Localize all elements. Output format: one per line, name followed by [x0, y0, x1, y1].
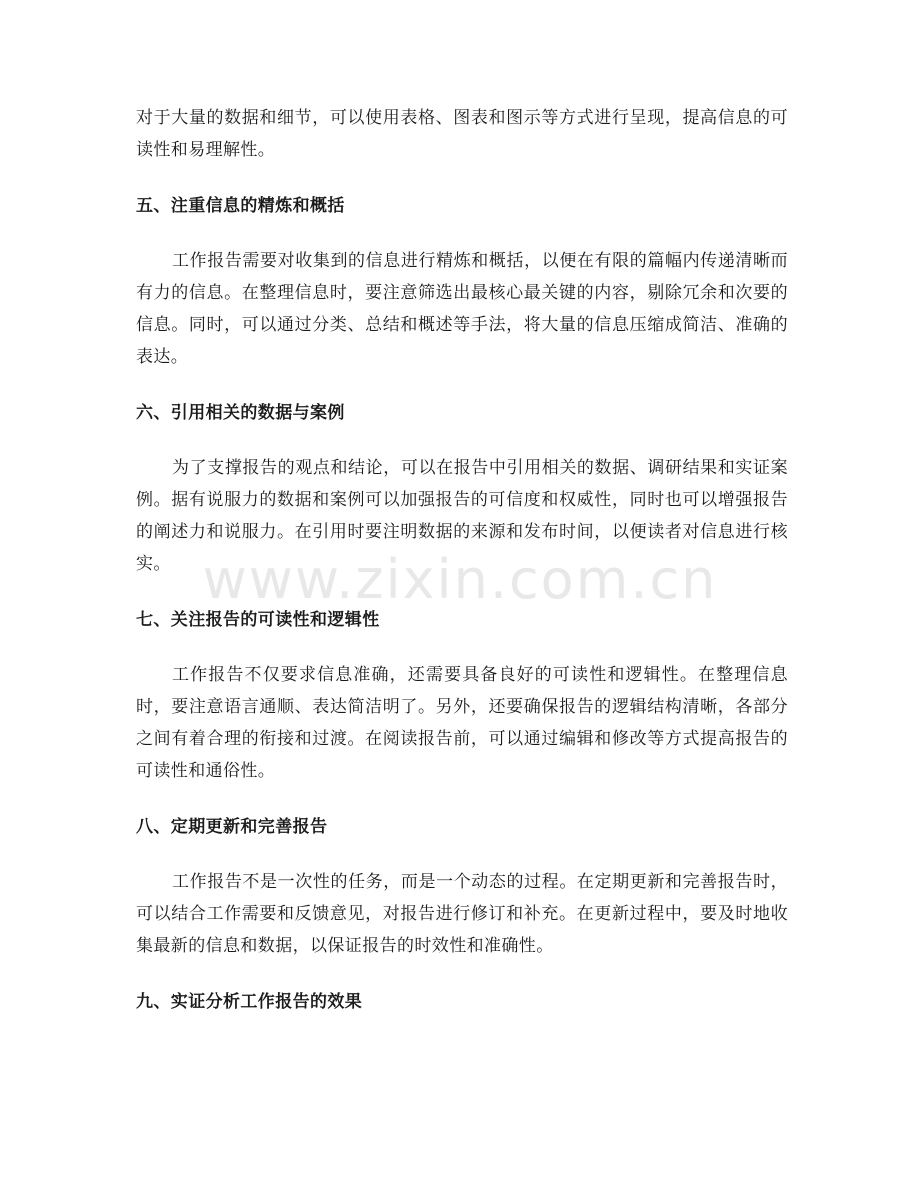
section-heading-6: 六、引用相关的数据与案例 [136, 403, 345, 423]
intro-paragraph: 对于大量的数据和细节，可以使用表格、图表和图示等方式进行呈现，提高信息的可读性和易理解性。 [136, 108, 788, 160]
section-body-5: 工作报告需要对收集到的信息进行精炼和概括，以便在有限的篇幅内传递清晰而有力的信息。在整理信息时，要注意筛选出最核心最关键的内容，剔除冗余和次要的信息。同时，可以通过分类、总结和概述等手法，将大量的信息压缩成简洁、准确的表达。 [136, 251, 788, 367]
section-heading-5: 五、注重信息的精炼和概括 [136, 196, 345, 216]
section-heading-7: 七、关注报告的可读性和逻辑性 [136, 610, 380, 630]
section-body-7: 工作报告不仅要求信息准确，还需要具备良好的可读性和逻辑性。在整理信息时，要注意语言通顺、表达简洁明了。另外，还要确保报告的逻辑结构清晰，各部分之间有着合理的衔接和过渡。在阅读报告前，可以通过编辑和修改等方式提高报告的可读性和通俗性。 [136, 665, 788, 781]
document-body [136, 102, 788, 1018]
watermark: www.zixin.com.cn [202, 548, 718, 611]
section-heading-8: 八、定期更新和完善报告 [136, 817, 328, 837]
section-body-6: 为了支撑报告的观点和结论，可以在报告中引用相关的数据、调研结果和实证案例。据有说服力的数据和案例可以加强报告的可信度和权威性，同时也可以增强报告的阐述力和说服力。在引用时要注明数据的来源和发布时间，以便读者对信息进行核实。 [136, 458, 788, 574]
section-heading-9: 九、实证分析工作报告的效果 [136, 992, 363, 1012]
section-body-8: 工作报告不是一次性的任务，而是一个动态的过程。在定期更新和完善报告时，可以结合工作需要和反馈意见，对报告进行修订和补充。在更新过程中，要及时地收集最新的信息和数据，以保证报告的时效性和准确性。 [136, 872, 788, 956]
